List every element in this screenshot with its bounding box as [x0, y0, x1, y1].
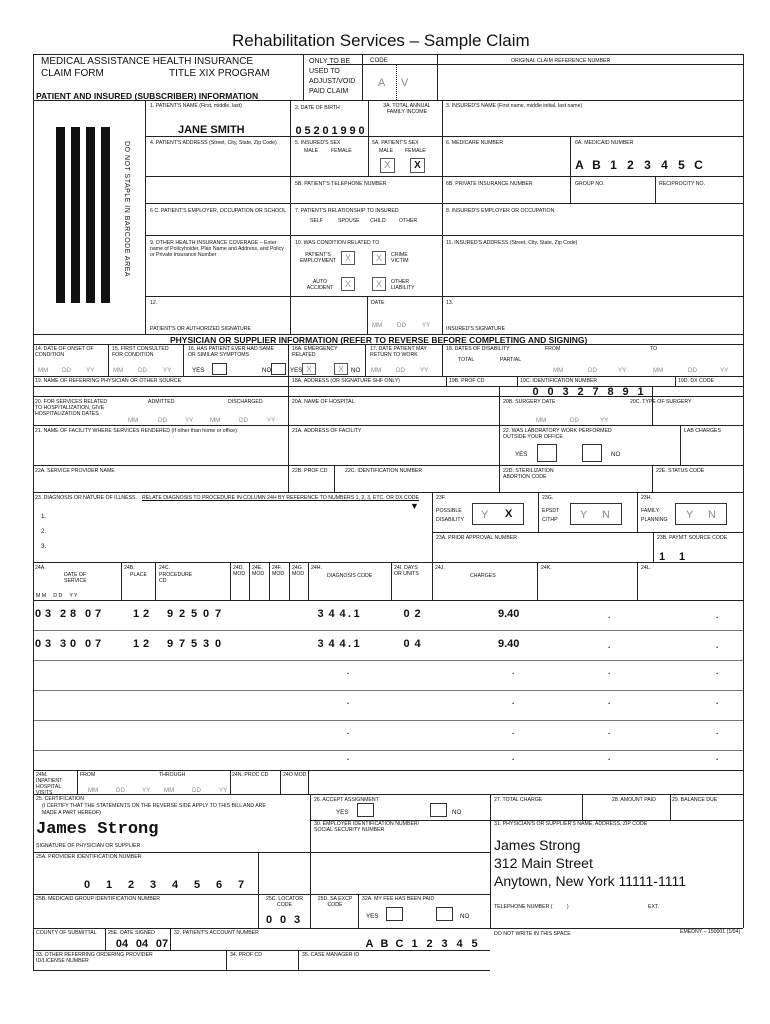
h-procedure: PROCEDURE CD [159, 572, 193, 584]
provider-id-label: 25A. PROVIDER IDENTIFICATION NUMBER [36, 854, 142, 860]
empty-row-marker: · [347, 699, 350, 708]
h24f: 24F. MOD [272, 565, 285, 577]
h24k: 24K. [541, 565, 552, 571]
symptoms-yes-box[interactable] [212, 363, 227, 375]
consulted-dd: DD [138, 367, 147, 374]
family-planning-yn[interactable] [675, 503, 727, 525]
proc-cd-24n: 24N. PROC CD [232, 772, 269, 778]
symptoms-no: NO [262, 367, 272, 374]
adm-dd: DD [158, 417, 167, 424]
admitted-label: ADMITTED [148, 399, 175, 405]
amount-paid-label: 28. AMOUNT PAID [612, 797, 656, 803]
sig-date-yy: YY [422, 322, 431, 329]
referring-physician-label: 19. NAME OF REFERRING PHYSICIAN OR OTHER SOURCE [35, 378, 182, 384]
empty-row-marker: · [716, 613, 719, 622]
empty-row-marker: · [608, 613, 611, 622]
certification-text: (I CERTIFY THAT THE STATEMENTS ON THE REVERSE SIDE APPLY TO THIS BILL AND ARE MADE A PART HEREOF) [42, 803, 266, 816]
date-label: DATE [371, 300, 385, 306]
insured-sex-female: FEMALE [331, 148, 352, 154]
dis-dd: DD [239, 417, 248, 424]
date-signed-label: 25E. DATE SIGNED [108, 930, 155, 936]
supplier-city[interactable]: Anytown, New York 11111-1111 [494, 873, 686, 889]
group-id-label: 25B. MEDICAID GROUP IDENTIFICATION NUMBER [36, 896, 161, 902]
county-label: COUNTY OF SUBMITTAL [36, 930, 97, 936]
visit-to-yy: YY [219, 787, 228, 794]
emergency-label: 16A. EMERGENCY RELATED [292, 346, 338, 358]
dx-line-3: 3. [41, 543, 47, 550]
patient-sex-label: 5A. PATIENT'S SEX [372, 140, 419, 146]
surgery-date-label: 20B. SURGERY DATE [503, 399, 556, 405]
field-23f-label: 23F. [436, 495, 446, 501]
other-liability-label: OTHER LIABILITY [391, 279, 415, 291]
dis-to-yy: YY [720, 367, 729, 374]
insured-employer-label: 8. INSURED'S EMPLOYER OR OCCUPATION [446, 208, 555, 214]
empty-row-marker: · [716, 755, 719, 764]
other-liability-checkbox[interactable]: X [372, 277, 386, 291]
supplier-name[interactable]: James Strong [494, 837, 581, 853]
surg-yy: YY [600, 417, 609, 424]
return-yy: YY [420, 367, 429, 374]
dx-line-2: 2. [41, 528, 47, 535]
locator-code[interactable]: 0 0 3 [265, 914, 301, 926]
empty-row-marker: · [608, 669, 611, 678]
reciprocity-label: RECIPROCITY NO. [659, 181, 706, 187]
fee-yes-box[interactable] [386, 907, 403, 921]
id-number-19c[interactable]: 0 0 3 2 7 8 9 1 [532, 386, 644, 398]
sterilization-label: 22D. STERILIZATION ABORTION CODE [503, 468, 554, 480]
certification-label: 25. CERTIFICATION [36, 796, 84, 802]
consulted-yy: YY [163, 367, 172, 374]
symptoms-yes: YES [192, 367, 205, 374]
disability-yn[interactable] [472, 503, 524, 525]
onset-label: 14. DATE OF ONSET OF CONDITION [35, 346, 94, 358]
h-diagnosis: DIAGNOSIS CODE [327, 573, 373, 579]
h24d: 24D. MOD [233, 565, 246, 577]
empty-row-marker: · [716, 699, 719, 708]
case-manager-label: 35. CASE MANAGER ID [302, 952, 360, 958]
emergency-no-box[interactable]: X [334, 363, 348, 375]
rel-spouse[interactable]: SPOUSE [338, 218, 360, 224]
empty-row-marker: · [608, 729, 611, 738]
onset-dd: DD [62, 367, 71, 374]
patient-sex-female-checkbox[interactable]: X [410, 158, 425, 173]
ext-label: EXT. [648, 904, 659, 910]
crime-victim-label: CRIME VICTIM [391, 252, 409, 264]
insured-sex-label: 5. INSURED'S SEX [295, 140, 341, 146]
onset-mm: MM [38, 367, 49, 374]
similar-symptoms-label: 16. HAS PATIENT EVER HAD SAME OR SIMILAR SYMPTOMS [188, 346, 274, 358]
form-title-line1: MEDICAL ASSISTANCE HEALTH INSURANCE [41, 56, 254, 67]
accept-assignment-label: 26. ACCEPT ASSIGNMENT [314, 797, 379, 803]
accept-no: NO [452, 809, 462, 816]
medicaid-label: 6A. MEDICAID NUMBER [575, 140, 634, 146]
epsdt-y[interactable]: Y [580, 509, 588, 521]
insured-address-label: 11. INSURED'S ADDRESS (Street, City, State, Zip Code) [446, 240, 578, 246]
hospitalization-label: 20. FOR SERVICES RELATED TO HOSPITALIZATION, GIVE HOSPITALIZATION DATES [35, 399, 108, 417]
h24c: 24C. [159, 565, 170, 571]
surgery-type-label: 20C. TYPE OF SURGERY [630, 399, 692, 405]
empty-row-marker: · [512, 669, 515, 678]
mod-24o: 24O MOD [283, 772, 307, 778]
field-13-label: 13. [446, 300, 454, 306]
empty-row-marker: · [347, 755, 350, 764]
possible-disability-label: POSSIBLE DISABILITY [436, 508, 464, 523]
rel-other[interactable]: OTHER [399, 218, 418, 224]
lab-work-label: 22. WAS LABORATORY WORK PERFORMED OUTSIDE YOUR OFFICE [503, 428, 612, 440]
visit-from-mm: MM [88, 787, 99, 794]
only-to-be-used: ONLY TO BE USED TO ADJUST/VOID PAID CLAIM [309, 58, 356, 95]
relationship-label: 7. PATIENT'S RELATIONSHIP TO INSURED [295, 208, 399, 214]
symptoms-no-box[interactable] [271, 363, 286, 375]
surg-mm: MM [536, 417, 547, 424]
accept-yes-box[interactable] [357, 803, 374, 817]
employer-id-label: 30. EMPLOYER IDENTIFICATION NUMBER/ SOCIAL SECURITY NUMBER [314, 821, 420, 833]
disability-total: TOTAL [458, 357, 475, 363]
discharged-label: DISCHARGED [228, 399, 263, 405]
original-claim-ref-label: ORIGINAL CLAIM REFERENCE NUMBER [511, 58, 611, 64]
empty-row-marker: · [347, 729, 350, 738]
epsdt-label: EPSDT C/THP [542, 508, 560, 523]
dx-line-1: 1. [41, 513, 47, 520]
payment-source-code[interactable]: 1 1 [658, 551, 686, 563]
visit-to-mm: MM [164, 787, 175, 794]
inpatient-visits-label: 24M. INPATIENT HOSPITAL VISITS [36, 772, 63, 796]
h-date-of-service: DATE OF SERVICE [64, 572, 87, 584]
crime-victim-checkbox[interactable]: X [372, 251, 386, 265]
section-patient-insured: PATIENT AND INSURED (SUBSCRIBER) INFORMATION [36, 91, 259, 101]
do-not-write-label: DO NOT WRITE IN THIS SPACE [494, 931, 571, 937]
family-income-label: 3A. TOTAL ANNUAL FAMILY INCOME [383, 103, 431, 115]
condition-related-label: 10. WAS CONDITION RELATED TO [295, 240, 380, 246]
visits-through: THROUGH [159, 772, 186, 778]
family-planning-label: FAMILY PLANNING [641, 508, 668, 523]
locator-code-label: 25C. LOCATOR CODE [266, 896, 303, 908]
epsdt-yn[interactable] [570, 503, 622, 525]
payment-source-label: 23B. PAYM'T SOURCE CODE [657, 535, 728, 541]
other-coverage-label: 9. OTHER HEALTH INSURANCE COVERAGE – Enter name of Policyholder, Plan Name and Address, and Policy or Private Insurance Number [150, 240, 284, 258]
return-to-work-label: 17. DATE PATIENT MAY RETURN TO WORK [370, 346, 427, 358]
patient-name-label: 1. PATIENT'S NAME (First, middle, last) [150, 103, 242, 109]
return-dd: DD [396, 367, 405, 374]
auto-accident-checkbox[interactable]: X [341, 277, 355, 291]
auto-accident-label: AUTO ACCIDENT [306, 279, 334, 291]
lab-yes-box[interactable] [537, 444, 557, 462]
dis-to-mm: MM [653, 367, 664, 374]
private-insurance-label: 6B. PRIVATE INSURANCE NUMBER [446, 181, 533, 187]
status-code-label: 22E. STATUS CODE [656, 468, 705, 474]
visits-from: FROM [80, 772, 96, 778]
empty-row-marker: · [716, 643, 719, 652]
sig-date-mm: MM [372, 322, 383, 329]
dis-from-yy: YY [618, 367, 627, 374]
signature-label: SIGNATURE OF PHYSICIAN OR SUPPLIER [36, 843, 141, 849]
empty-row-marker: · [716, 669, 719, 678]
total-charge-label: 27. TOTAL CHARGE [494, 797, 543, 803]
prof-cd-34-label: 34. PROF CD [230, 952, 262, 958]
facility-address-label: 21A. ADDRESS OF FACILITY [292, 428, 362, 434]
facility-name-label: 21. NAME OF FACILITY WHERE SERVICES RENDERED (If other than home or office) [35, 428, 237, 434]
balance-due-label: 29. BALANCE DUE [672, 797, 718, 803]
id-number-19c-label: 19C. IDENTIFICATION NUMBER [520, 378, 598, 384]
group-no-label: GROUP NO. [575, 181, 605, 187]
address-18a-label: 18A. ADDRESS (OR SIGNATURE SHF ONLY) [292, 378, 400, 384]
h24e: 24E. MOD [252, 565, 265, 577]
lab-no-box[interactable] [582, 444, 602, 462]
visit-from-yy: YY [142, 787, 151, 794]
disability-x[interactable]: X [505, 508, 513, 520]
sa-excp-label: 25D. SA EXCP CODE [317, 896, 353, 908]
empty-row-marker: · [512, 699, 515, 708]
fee-paid-label: 32A. MY FEE HAS BEEN PAID [362, 896, 435, 902]
supplier-street[interactable]: 312 Main Street [494, 855, 593, 871]
accept-no-box[interactable] [430, 803, 447, 817]
rel-child[interactable]: CHILD [370, 218, 386, 224]
form-title-line2: CLAIM FORM [41, 68, 104, 79]
disability-partial: PARTIAL [500, 357, 522, 363]
disability-y[interactable]: Y [481, 509, 489, 521]
first-consulted-label: 15. FIRST CONSULTED FOR CONDITION [112, 346, 169, 358]
dob-label: 2. DATE OF BIRTH [295, 105, 340, 111]
h24h: 24H. [311, 565, 322, 571]
visit-from-dd: DD [116, 787, 125, 794]
patient-signature-label: PATIENT'S OR AUTHORIZED SIGNATURE [150, 326, 251, 332]
emergency-no: NO [351, 367, 361, 374]
emergency-yes: YES [290, 367, 303, 374]
lab-no: NO [611, 451, 621, 458]
disability-dates-label: 18. DATES OF DISABILITY [446, 346, 510, 352]
return-mm: MM [371, 367, 382, 374]
h24l: 24L. [641, 565, 652, 571]
fee-no: NO [460, 913, 470, 920]
h-mdy: M M D D Y Y [36, 593, 78, 599]
disability-from: FROM [545, 346, 561, 352]
emergency-yes-box[interactable]: X [302, 363, 316, 375]
diagnosis-instructions: RELATE DIAGNOSIS TO PROCEDURE IN COLUMN 24H BY REFERENCE TO NUMBERS 1, 2, 3, ETC. OR DX CODE [142, 495, 420, 501]
employment-checkbox[interactable]: X [341, 251, 355, 265]
barcode-bars [56, 127, 112, 303]
onset-yy: YY [86, 367, 95, 374]
lab-yes: YES [515, 451, 528, 458]
fee-no-box[interactable] [436, 907, 453, 921]
h24a: 24A. [35, 565, 46, 571]
h24g: 24G MOD [292, 565, 305, 577]
prior-approval-label: 23A. PRIOR APPROVAL NUMBER [436, 535, 518, 541]
supplier-address-label: 31. PHYSICIAN'S OR SUPPLIER'S NAME, ADDRESS, ZIP CODE [494, 821, 648, 827]
dis-yy: YY [267, 417, 276, 424]
h24b: 24B. [124, 565, 135, 571]
dis-mm: MM [210, 417, 221, 424]
empty-row-marker: · [512, 729, 515, 738]
dis-to-dd: DD [688, 367, 697, 374]
field-23g-label: 23G. [542, 495, 554, 501]
referring-provider-label: 33. OTHER REFERRING ORDERING PROVIDER ID/LICENSE NUMBER [36, 952, 153, 964]
patient-sex-male: MALE [379, 148, 394, 154]
employment-label: PATIENT'S EMPLOYMENT [299, 252, 337, 264]
diagnosis-label: 23. DIAGNOSIS OR NATURE OF ILLNESS. [35, 495, 137, 501]
empty-row-marker: · [347, 669, 350, 678]
field-23h-label: 23H. [641, 495, 652, 501]
empty-row-marker: · [608, 643, 611, 652]
telephone-label: TELEPHONE NUMBER ( ) [494, 904, 569, 910]
account-number[interactable]: A B C 1 2 3 4 5 [365, 938, 478, 950]
physician-signature[interactable]: James Strong [36, 820, 159, 839]
empty-row-marker: · [716, 729, 719, 738]
provider-id-number[interactable]: 0 1 2 3 4 5 6 7 [83, 879, 245, 891]
disability-to: TO [650, 346, 658, 352]
adm-yy: YY [185, 417, 194, 424]
fee-yes: YES [366, 913, 379, 920]
service-provider-label: 22A. SERVICE PROVIDER NAME [35, 468, 115, 474]
patient-sex-female: FEMALE [405, 148, 426, 154]
insured-sex-male: MALE [304, 148, 319, 154]
title-xix: TITLE XIX PROGRAM [169, 68, 270, 79]
h24j: 24J. [435, 565, 445, 571]
accept-yes: YES [336, 809, 349, 816]
surg-dd: DD [570, 417, 579, 424]
empty-row-marker: · [512, 755, 515, 764]
page-title: Rehabilitation Services – Sample Claim [232, 31, 530, 50]
family-n[interactable]: N [708, 509, 716, 521]
patient-address-label: 4. PATIENT'S ADDRESS (Street, City, State, Zip Code) [150, 140, 277, 146]
section-physician: PHYSICIAN OR SUPPLIER INFORMATION (REFER TO REVERSE BEFORE COMPLETING AND SIGNING) [170, 335, 588, 345]
empty-row-marker: · [608, 755, 611, 764]
lab-charges-label: LAB CHARGES [684, 428, 721, 434]
patient-name[interactable]: JANE SMITH [178, 124, 245, 136]
family-y[interactable]: Y [686, 509, 694, 521]
prof-cd-22b-label: 22B. PROF CD [292, 468, 328, 474]
h-charges: CHARGES [470, 573, 496, 579]
code-a[interactable]: A [378, 77, 386, 89]
id-number-22c-label: 22C. IDENTIFICATION NUMBER [345, 468, 423, 474]
arrow-down-icon: ▼ [410, 501, 419, 511]
dis-from-mm: MM [553, 367, 564, 374]
account-number-label: 32. PATIENT'S ACCOUNT NUMBER [174, 930, 259, 936]
dis-from-dd: DD [588, 367, 597, 374]
empty-row-marker: · [608, 699, 611, 708]
dob-value[interactable]: 0 5 2 0 1 9 9 0 [295, 125, 365, 137]
rel-self[interactable]: SELF [310, 218, 323, 224]
barcode-area [33, 101, 146, 334]
barcode-warning: DO NOT STAPLE IN BARCODE AREA [123, 141, 130, 277]
consulted-mm: MM [113, 367, 124, 374]
patient-phone-label: 5B. PATIENT'S TELEPHONE NUMBER [295, 181, 387, 187]
field-12-label: 12. [150, 300, 158, 306]
sig-date-dd: DD [397, 322, 406, 329]
epsdt-n[interactable]: N [602, 509, 610, 521]
code-label: CODE [370, 57, 388, 64]
prof-cd-19b-label: 19B. PROF CD [449, 378, 485, 384]
visit-to-dd: DD [192, 787, 201, 794]
h-place: PLACE [130, 572, 148, 578]
patient-sex-male-checkbox[interactable]: X [380, 158, 395, 173]
code-v[interactable]: V [401, 77, 409, 89]
hospital-name-label: 20A. NAME OF HOSPITAL [292, 399, 355, 405]
adm-mm: MM [128, 417, 139, 424]
form-code: EMEDNY – 150001 (1/04) [680, 929, 741, 935]
insured-signature-label: INSURED'S SIGNATURE [446, 326, 506, 332]
date-signed[interactable]: 04 04 07 [115, 938, 169, 950]
medicaid-number[interactable]: A B 1 2 3 4 5 C [575, 158, 703, 172]
medicare-label: 6. MEDICARE NUMBER [446, 140, 504, 146]
patient-employer-label: 6 C. PATIENT'S EMPLOYER, OCCUPATION OR SCHOOL [150, 208, 287, 214]
insured-name-label: 3. INSURED'S NAME (First name, middle initial, last name) [446, 103, 583, 109]
h24i: 24I. DAYS OR UNITS [394, 565, 419, 577]
dx-code-label: 19D. DX CODE [678, 378, 715, 384]
